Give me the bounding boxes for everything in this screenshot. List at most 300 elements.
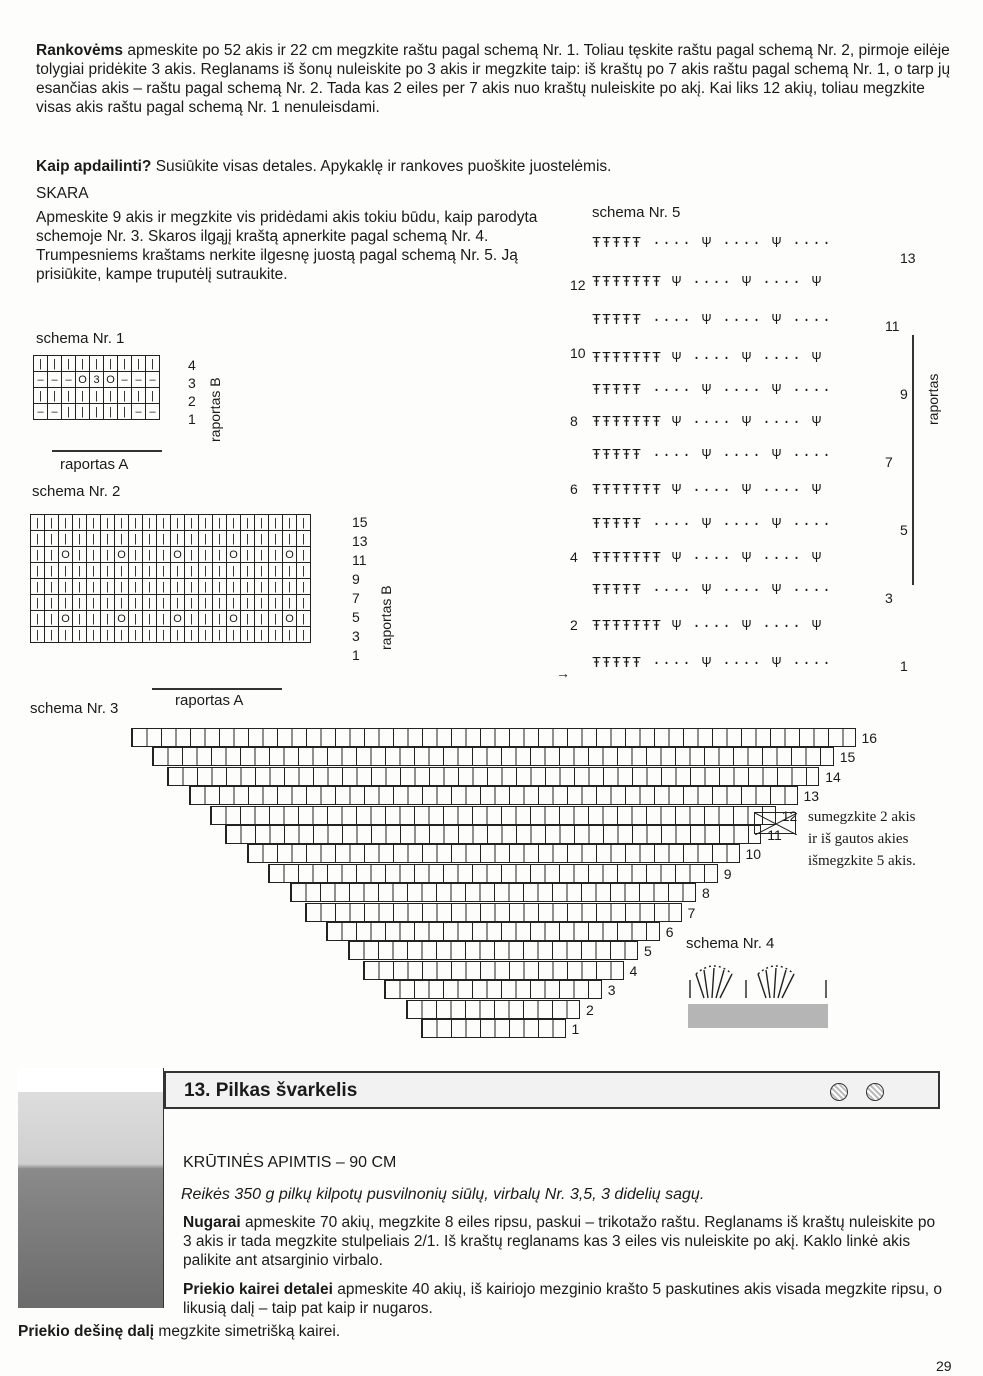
grid-cell: | (31, 531, 45, 547)
grid-cell: | (269, 563, 283, 579)
grid-cell: – (132, 372, 146, 388)
grid-row (31, 531, 311, 547)
schema3-row (189, 786, 798, 805)
grid-row (34, 388, 160, 404)
grid-cell: – (132, 404, 146, 420)
grid-cell: | (132, 388, 146, 404)
grid-row (31, 627, 311, 643)
schema3-row (268, 864, 718, 883)
grid-cell: | (101, 547, 115, 563)
grid-cell: | (31, 579, 45, 595)
schema5-raport-bracket (912, 335, 914, 585)
row-number: 9 (723, 865, 732, 882)
row-number: 8 (702, 885, 710, 902)
grid-cell: | (213, 515, 227, 531)
grid-cell: | (297, 627, 311, 643)
grid-cell: | (118, 388, 132, 404)
grid-cell: | (227, 563, 241, 579)
grid-cell: | (143, 595, 157, 611)
grid-cell: | (185, 547, 199, 563)
grid-cell: | (90, 356, 104, 372)
grid-cell: | (104, 404, 118, 420)
grid-cell: | (90, 404, 104, 420)
row-number: 3 (352, 628, 360, 644)
grid-cell: | (171, 563, 185, 579)
grid-cell: O (283, 547, 297, 563)
grid-cell: | (31, 627, 45, 643)
schema2-title: schema Nr. 2 (32, 483, 121, 500)
grid-cell: | (90, 388, 104, 404)
grid-cell: | (34, 356, 48, 372)
grid-cell: | (213, 627, 227, 643)
pattern-back (183, 1213, 943, 1270)
grid-cell: | (269, 531, 283, 547)
grid-cell: | (269, 547, 283, 563)
grid-cell: | (73, 563, 87, 579)
schema3-row (247, 844, 740, 863)
schema2-raportas-a: raportas A (175, 692, 244, 709)
grid-cell: | (297, 611, 311, 627)
row-number: 15 (839, 749, 856, 766)
schema1-raportas-b: raportas B (207, 377, 223, 442)
schema2-raport-line (152, 688, 282, 690)
grid-cell: | (227, 579, 241, 595)
grid-cell: | (255, 627, 269, 643)
grid-cell: | (199, 611, 213, 627)
grid-cell: | (31, 547, 45, 563)
grid-cell: | (45, 627, 59, 643)
schema5-row: ŦŦŦŦŦŦŦ Ψ ···· Ψ ···· Ψ (592, 274, 823, 291)
pattern-size: KRŪTINĖS APIMTIS – 90 CM (183, 1154, 397, 1171)
row-number: 13 (352, 533, 368, 549)
intro-heading: Rankovėms (36, 42, 124, 59)
row-number: 1 (188, 411, 196, 427)
grid-cell: 3 (90, 372, 104, 388)
skara-text: Apmeskite 9 akis ir megzkite vis pridėdami akis tokiu būdu, kaip parodyta schemoje Nr. 3. Skaros ilgąjį kraštą apnerkite pagal schemą Nr. 4. Trumpesniems kraštams nerkite ilgesnę juostą pagal schemą Nr. 5. Ją prisiūkite, kampe truputėlį sutraukite. (36, 209, 538, 283)
grid-cell: O (171, 547, 185, 563)
grid-cell: | (73, 531, 87, 547)
grid-cell: | (87, 515, 101, 531)
row-number: 12 (781, 807, 798, 824)
grid-row (31, 547, 311, 563)
pattern-materials: Reikės 350 g pilkų kilpotų pusvilnonių siūlų, virbalų Nr. 3,5, 3 didelių sagų. (181, 1186, 705, 1203)
row-number: 10 (570, 345, 586, 361)
grid-cell: | (171, 531, 185, 547)
grid-cell: O (59, 547, 73, 563)
finishing-heading: Kaip apdailinti? (36, 158, 152, 175)
schema5-raportas: raportas (925, 373, 941, 425)
row-number: 3 (607, 982, 616, 999)
schema5-row: ŦŦŦŦŦ ···· Ψ ···· Ψ ···· (592, 312, 833, 329)
schema3-row (421, 1019, 566, 1038)
grid-cell: | (269, 579, 283, 595)
grid-cell: | (213, 531, 227, 547)
schema5-row: ŦŦŦŦŦ ···· Ψ ···· Ψ ···· (592, 582, 833, 599)
grid-cell: | (101, 515, 115, 531)
grid-cell: | (59, 627, 73, 643)
schema3-row (131, 728, 856, 747)
grid-cell: | (199, 531, 213, 547)
grid-cell: | (73, 579, 87, 595)
grid-cell: | (62, 356, 76, 372)
finishing-paragraph (36, 157, 958, 176)
grid-cell: | (297, 579, 311, 595)
grid-cell: | (73, 547, 87, 563)
grid-cell: | (157, 611, 171, 627)
row-number: 2 (586, 1001, 594, 1018)
row-number: 8 (570, 413, 578, 429)
grid-cell: | (34, 388, 48, 404)
grid-cell: | (199, 595, 213, 611)
grid-cell: | (87, 579, 101, 595)
grid-cell: | (59, 579, 73, 595)
grid-row (31, 563, 311, 579)
grid-cell: | (31, 563, 45, 579)
finishing-text: Susiūkite visas detales. Apykaklę ir rankoves puoškite juostelėmis. (151, 158, 612, 175)
grid-cell: | (31, 611, 45, 627)
schema4-diagram (686, 960, 832, 1032)
grid-cell: | (143, 531, 157, 547)
row-number: 16 (861, 730, 878, 746)
grid-cell: | (59, 595, 73, 611)
row-number: 4 (629, 962, 638, 979)
grid-cell: | (146, 356, 160, 372)
grid-cell: | (143, 627, 157, 643)
grid-row (31, 611, 311, 627)
page-number: 29 (936, 1358, 952, 1374)
grid-cell: O (59, 611, 73, 627)
schema3-row (363, 961, 624, 980)
grid-cell: | (199, 627, 213, 643)
grid-cell: | (118, 356, 132, 372)
grid-row (31, 595, 311, 611)
grid-cell: | (101, 611, 115, 627)
grid-cell: | (199, 515, 213, 531)
pattern-front-left-heading: Priekio kairei detalei (183, 1281, 333, 1298)
grid-cell: | (101, 563, 115, 579)
grid-cell: | (157, 595, 171, 611)
grid-cell: | (283, 515, 297, 531)
grid-cell: | (283, 627, 297, 643)
row-number: 12 (570, 277, 586, 293)
grid-cell: – (34, 404, 48, 420)
grid-cell: | (241, 579, 255, 595)
schema5-row: ŦŦŦŦŦŦŦ Ψ ···· Ψ ···· Ψ (592, 550, 823, 567)
grid-cell: | (297, 547, 311, 563)
schema5-row: ŦŦŦŦŦŦŦ Ψ ···· Ψ ···· Ψ (592, 618, 823, 635)
grid-cell: | (143, 515, 157, 531)
row-number: 9 (900, 386, 908, 402)
schema5-row: ŦŦŦŦŦŦŦ Ψ ···· Ψ ···· Ψ (592, 350, 823, 367)
row-number: 4 (570, 549, 578, 565)
grid-cell: – (62, 372, 76, 388)
row-number: 5 (644, 943, 652, 960)
pattern-front-left-text: apmeskite 40 akių, iš kairiojo mezginio krašto 5 paskutines akis visada megzkite ripsu, o likusią dalį – taip pat kaip ir nugaros. (183, 1281, 943, 1317)
schema2-raportas-b: raportas B (378, 585, 394, 650)
grid-cell: | (213, 547, 227, 563)
grid-cell: | (87, 611, 101, 627)
grid-cell: | (297, 595, 311, 611)
schema3-title: schema Nr. 3 (30, 700, 119, 717)
row-number: 11 (352, 552, 367, 568)
row-number: 11 (885, 318, 900, 334)
legend-line2: ir iš gautos akies (808, 831, 909, 847)
row-number: 15 (352, 514, 368, 530)
schema2-grid (30, 514, 311, 643)
grid-cell: | (48, 356, 62, 372)
grid-cell: | (73, 515, 87, 531)
grid-cell: – (48, 404, 62, 420)
grid-cell: | (157, 531, 171, 547)
grid-cell: – (146, 404, 160, 420)
grid-cell: | (157, 515, 171, 531)
grid-cell: – (48, 372, 62, 388)
grid-cell: | (45, 595, 59, 611)
grid-cell: | (241, 611, 255, 627)
grid-cell: | (227, 595, 241, 611)
schema3-row (348, 941, 638, 960)
grid-cell: | (87, 563, 101, 579)
grid-cell: | (171, 627, 185, 643)
schema3-row (167, 767, 820, 786)
grid-cell: | (45, 579, 59, 595)
grid-cell: | (255, 579, 269, 595)
grid-cell: | (283, 563, 297, 579)
grid-cell: | (143, 547, 157, 563)
grid-cell: O (171, 611, 185, 627)
grid-cell: O (283, 611, 297, 627)
grid-cell: | (48, 388, 62, 404)
grid-cell: – (146, 372, 160, 388)
grid-cell: | (31, 515, 45, 531)
grid-cell: | (59, 515, 73, 531)
grid-cell: | (241, 595, 255, 611)
model-photo (18, 1068, 164, 1308)
pattern-back-text: apmeskite 70 akių, megzkite 8 eiles ripsu, paskui – trikotažo raštu. Reglanams iš kraštų nuleiskite po 3 akis ir tada megzkite stulpeliais 2/1. Iš kraštų reglanams kas 3 eiles vis nuleiskite po akį. Kaklo linkė akis palikite ant atsarginio virbalo. (183, 1214, 936, 1269)
grid-cell: | (297, 531, 311, 547)
grid-cell: | (297, 515, 311, 531)
schema5-row: ŦŦŦŦŦ ···· Ψ ···· Ψ ···· (592, 447, 833, 464)
schema3-row (290, 883, 696, 902)
grid-cell: | (241, 515, 255, 531)
schema1-grid (33, 355, 160, 420)
pattern-front-right-text: megzkite simetrišką kairei. (154, 1323, 341, 1340)
schema3-row (406, 1000, 580, 1019)
row-number: 1 (352, 647, 360, 663)
pattern-header (164, 1071, 940, 1109)
grid-cell: | (129, 611, 143, 627)
row-number: 7 (687, 904, 696, 921)
grid-cell: | (115, 579, 129, 595)
intro-text: apmeskite po 52 akis ir 22 cm megzkite raštu pagal schemą Nr. 1. Toliau tęskite raštu pagal schemą Nr. 2, pirmoje eilėje tolygiai pridėkite 3 akis. Reglanams iš šonų nuleiskite po 3 akis ir megzkite taip: iš kraštų po 7 akis raštu pagal schemą Nr. 1, o tarp jų esančias akis – raštu pagal schemą Nr. 2. Tada kas 2 eiles per 7 akis nuo kraštų nuleiskite po akį. Kai liks 12 akių, toliau megzkite visas akis raštu pagal schemą Nr. 1 nenuleisdami. (36, 42, 951, 116)
grid-cell: | (143, 563, 157, 579)
grid-cell: | (31, 595, 45, 611)
grid-cell: | (185, 515, 199, 531)
grid-cell: | (213, 579, 227, 595)
grid-cell: | (213, 611, 227, 627)
schema5-row: ŦŦŦŦŦ ···· Ψ ···· Ψ ···· (592, 516, 833, 533)
schema5-row: ŦŦŦŦŦ ···· Ψ ···· Ψ ···· (592, 382, 833, 399)
row-number: 2 (188, 393, 196, 409)
grid-cell: | (45, 515, 59, 531)
grid-cell: O (227, 547, 241, 563)
row-number: 2 (570, 617, 578, 633)
grid-cell: | (62, 404, 76, 420)
grid-row (34, 404, 160, 420)
row-number: 6 (665, 924, 674, 940)
grid-cell: | (129, 563, 143, 579)
grid-cell: | (199, 579, 213, 595)
schema1-raport-line (52, 450, 162, 452)
row-number: 7 (885, 454, 893, 470)
grid-cell: | (283, 579, 297, 595)
grid-cell: – (34, 372, 48, 388)
schema5-row: ŦŦŦŦŦŦŦ Ψ ···· Ψ ···· Ψ (592, 414, 823, 431)
grid-cell: | (157, 547, 171, 563)
schema5-row: ŦŦŦŦŦ ···· Ψ ···· Ψ ···· (592, 655, 833, 672)
schema1-raportas-a: raportas A (60, 456, 129, 473)
grid-cell: | (157, 627, 171, 643)
grid-cell: | (185, 627, 199, 643)
grid-cell: | (241, 627, 255, 643)
grid-cell: O (115, 547, 129, 563)
grid-cell: | (45, 531, 59, 547)
grid-cell: O (115, 611, 129, 627)
grid-cell: | (143, 579, 157, 595)
row-number: 5 (352, 609, 360, 625)
grid-row (31, 515, 311, 531)
grid-cell: | (118, 404, 132, 420)
grid-cell: | (76, 404, 90, 420)
grid-cell: | (87, 595, 101, 611)
grid-cell: | (115, 595, 129, 611)
grid-cell: | (269, 595, 283, 611)
grid-cell: | (132, 356, 146, 372)
grid-row (31, 579, 311, 595)
grid-cell: | (157, 579, 171, 595)
grid-cell: | (104, 388, 118, 404)
grid-cell: | (59, 531, 73, 547)
grid-cell: | (269, 611, 283, 627)
grid-cell: | (185, 595, 199, 611)
grid-cell: | (255, 515, 269, 531)
row-number: 3 (188, 375, 196, 391)
grid-cell: | (143, 611, 157, 627)
cross-stitch-symbol (754, 812, 796, 834)
schema3-row (305, 903, 682, 922)
grid-cell: | (269, 627, 283, 643)
grid-cell: | (101, 627, 115, 643)
grid-cell: | (101, 595, 115, 611)
cross-stitch-icon (755, 813, 797, 835)
grid-cell: | (185, 563, 199, 579)
skara-title: SKARA (36, 185, 89, 202)
schema4-title: schema Nr. 4 (686, 935, 775, 952)
grid-cell: | (171, 595, 185, 611)
grid-cell: | (45, 547, 59, 563)
grid-cell: | (255, 611, 269, 627)
pattern-front-right (18, 1322, 340, 1341)
grid-row (34, 372, 160, 388)
grid-cell: | (255, 531, 269, 547)
grid-cell: | (227, 627, 241, 643)
grid-cell: | (129, 515, 143, 531)
grid-row (34, 356, 160, 372)
schema3-row (225, 825, 762, 844)
grid-cell: | (59, 563, 73, 579)
grid-cell: | (76, 356, 90, 372)
row-number: 10 (745, 846, 762, 863)
grid-cell: | (87, 627, 101, 643)
grid-cell: | (115, 515, 129, 531)
grid-cell: | (157, 563, 171, 579)
grid-cell: | (213, 563, 227, 579)
pattern-front-left (183, 1280, 943, 1318)
grid-cell: | (199, 563, 213, 579)
pattern-title: 13. Pilkas švarkelis (184, 1080, 358, 1101)
schema1-title: schema Nr. 1 (36, 330, 125, 347)
grid-cell: | (171, 515, 185, 531)
grid-cell: | (129, 531, 143, 547)
schema5-title: schema Nr. 5 (592, 204, 681, 221)
schema5-row: ŦŦŦŦŦ ···· Ψ ···· Ψ ···· (592, 235, 833, 252)
grid-cell: | (213, 595, 227, 611)
row-number: 9 (352, 571, 360, 587)
row-number: 6 (570, 481, 578, 497)
row-number: 1 (571, 1021, 580, 1037)
grid-cell: | (45, 563, 59, 579)
row-number: 3 (885, 590, 893, 606)
grid-cell: O (104, 372, 118, 388)
grid-cell: | (62, 388, 76, 404)
grid-cell: | (87, 531, 101, 547)
schema5-row: ŦŦŦŦŦŦŦ Ψ ···· Ψ ···· Ψ (592, 482, 823, 499)
grid-cell: | (129, 627, 143, 643)
row-number: 1 (900, 658, 908, 674)
yarn-ball-icon (866, 1083, 884, 1101)
grid-cell: | (129, 595, 143, 611)
legend-line1: sumegzkite 2 akis (808, 809, 916, 825)
grid-cell: | (227, 531, 241, 547)
intro-paragraph (36, 41, 958, 117)
pattern-front-right-heading: Priekio dešinę dalį (18, 1323, 155, 1340)
grid-cell: O (227, 611, 241, 627)
row-number: 4 (188, 357, 196, 373)
grid-cell: | (87, 547, 101, 563)
start-arrow-icon: → (556, 665, 570, 681)
yarn-ball-icon (830, 1083, 848, 1101)
grid-cell: | (76, 388, 90, 404)
row-number: 5 (900, 522, 908, 538)
grid-cell: | (241, 531, 255, 547)
grid-cell: | (101, 579, 115, 595)
grid-cell: | (45, 611, 59, 627)
grid-cell: | (241, 563, 255, 579)
grid-cell: | (199, 547, 213, 563)
row-number: 7 (352, 590, 360, 606)
grid-cell: | (146, 388, 160, 404)
grid-cell: | (73, 611, 87, 627)
row-number: 13 (803, 788, 820, 805)
row-number: 13 (900, 250, 916, 266)
grid-cell: | (283, 595, 297, 611)
grid-cell: | (104, 356, 118, 372)
grid-cell: | (185, 531, 199, 547)
grid-cell: | (185, 579, 199, 595)
grid-cell: | (73, 595, 87, 611)
grid-cell: | (171, 579, 185, 595)
grid-cell: | (269, 515, 283, 531)
